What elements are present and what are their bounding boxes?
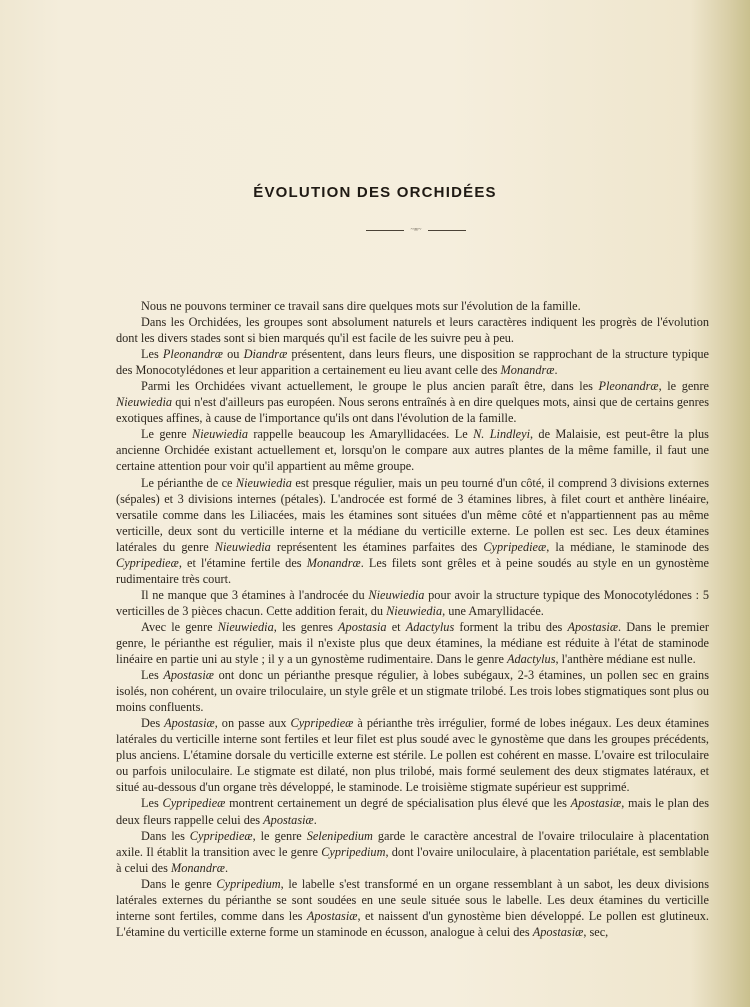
text-run: , dont l'ovaire uniloculaire, à placentation pariétale, est semblable à celui des [116,844,709,875]
text-run: , le genre [252,828,307,843]
paragraph [116,346,709,378]
paragraph [116,619,709,667]
text-run: . [313,812,317,827]
text-run: forment la tribu des [454,619,568,634]
italic-term: Apostasiæ [164,716,215,731]
text-run: ou [223,347,244,362]
italic-term: Nieuwiedia [214,539,271,554]
italic-term: Pleonandræ [162,347,224,362]
italic-term: Cypripedium [216,876,281,891]
text-run: Le genre [141,427,192,442]
text-run: , la médiane, le staminode des [546,539,709,554]
italic-term: Adactylus [405,619,455,634]
text-run: Dans le genre [141,876,217,891]
paragraph [116,298,709,314]
italic-term: Nieuwiedia [368,587,425,602]
text-run: , mais le plan des deux fleurs rappelle celui des [116,796,709,827]
text-run: Parmi les Orchidées vivant actuellement, le groupe le plus ancien paraît être, dans les [141,379,599,394]
italic-term: Cypripedieæ [189,828,253,843]
text-run: . Dans le premier genre, le périanthe est régulier, mais il n'existe plus que deux étamines, la médiane est réduite à l'état de staminode linéaire en partie uni au style ; il y a un gynostème rudimentaire. Dans le genre [116,619,709,667]
italic-term: Nieuwiedia [386,603,443,618]
italic-term: Nieuwiedia [217,619,274,634]
paragraph [116,795,709,827]
text-run: représentent les étamines parfaites des [270,539,484,554]
text-run: , sec, [583,924,609,939]
ornament-line-right [428,230,466,231]
text-run: ont donc un périanthe presque régulier, à lobes subégaux, 2-3 étamines, un pollen sec en grains isolés, non cohérent, un ovaire triloculaire, un style grêle et un stigmate trilobé. Les trois lobes stigmatiques sont plus ou moins confluents. [116,668,709,715]
italic-term: Cypripedium [321,844,386,859]
page-title: ÉVOLUTION DES ORCHIDÉES [253,184,497,201]
italic-term: Nieuwiedia [235,475,292,490]
text-run: . [554,363,558,378]
paragraph [116,587,709,619]
italic-term: Cypripedieæ [483,539,547,554]
text-run: . [224,860,229,875]
italic-term: N. Lindleyi [473,427,530,442]
text-run: présentent, dans leurs fleurs, une disposition se rapprochant de la structure typique des Monocotylédones et leur apparition a certainement eu lieu avant celle des [116,347,709,378]
text-run: et [386,619,406,634]
text-run: Dans les Orchidées, les groupes sont absolument naturels et leurs caractères indiquent les progrès de l'évolution dont les divers stades sont si bien marqués qu'il est facile de les suivre peu à peu. [116,315,709,346]
text-run: , on passe aux [214,716,291,731]
text-run: , l'anthère médiane est nulle. [555,652,696,667]
italic-term: Cypripedieæ [162,796,226,811]
italic-term: Monandræ [306,555,361,570]
text-run: pour avoir la structure typique des Monocotylédones : 5 verticilles de 3 pièces chacun. Cette addition ferait, du [116,587,709,618]
text-run: garde le caractère ancestral de l'ovaire triloculaire à placentation axile. Il établit la transition avec le genre [116,828,709,859]
text-run: , une Amaryllidacée. [442,603,544,618]
italic-term: Nieuwiedia [116,395,173,410]
italic-term: Apostasiæ [163,668,214,683]
text-run: Dans les [141,828,190,843]
italic-term: Monandræ [170,860,225,875]
text-run: Les [141,796,163,811]
paragraph [116,378,709,426]
text-run: est presque régulier, mais un peu tourné d'un côté, il comprend 3 divisions externes (sépales) et 3 divisions internes (pétales). L'androcée est formé de 3 étamines libres, à filet court et anthère linéaire, versatile comme dans les Liliacées, mais les étamines sont situées d'un même côté et n'appartiennent pas au même verticille, deux sont du verticille interne et la médiane du verticille externe. Le pollen est sec. Les deux étamines latérales du genre [116,475,709,554]
body-text [116,298,709,940]
text-run: , de Malaisie, est peut-être la plus ancienne Orchidée existant actuellement et, lorsqu'on le compare aux autres plantes de la même famille, il faut une certaine attention pour voir qu'il appartient au même groupe. [116,427,709,474]
text-run: Il ne manque que 3 étamines à l'androcée du [141,587,369,602]
text-run: Des [141,716,165,731]
italic-term: Cypripedieæ [290,716,354,731]
text-run: Avec le genre [141,619,218,634]
italic-term: Apostasiæ [532,924,584,939]
text-run: qui n'est d'ailleurs pas européen. Nous serons entraînés à en dire quelques mots, ainsi que de certains genres exotiques affines, à cause de l'importance qu'ils ont dans l'évolution de la famille. [116,395,709,426]
paragraph [116,828,709,876]
italic-term: Adactylus [506,652,556,667]
italic-term: Apostasiæ [570,796,622,811]
italic-term: Monandræ [500,363,555,378]
text-run: Les [141,347,163,362]
italic-term: Pleonandræ [598,379,659,394]
paragraph [116,426,709,474]
italic-term: Diandræ [243,347,288,362]
italic-term: Cypripedieæ [116,555,179,570]
paragraph [116,314,709,346]
ornament-line-left [366,230,404,231]
text-run: , le genre [658,379,709,394]
paragraph [116,715,709,795]
italic-term: Selenipedium [306,828,373,843]
text-run: montrent certainement un degré de spécialisation plus élevé que les [225,796,571,811]
italic-term: Nieuwiedia [192,427,249,442]
italic-term: Apostasiæ [263,812,314,827]
text-run: , les genres [273,619,339,634]
text-run: à périanthe très irrégulier, formé de lobes inégaux. Les deux étamines latérales du verticille interne sont fertiles et leur filet est plus soudé avec le gynostème que dans les groupes précédents, plus anciens. L'étamine dorsale du verticille externe est stérile. Le pollen est cohérent en masse. L'ovaire est triloculaire ou parfois uniloculaire. Le stigmate est dilaté, non plus trilobé, mais formé seulement des deux stigmates latéraux, et situé au-dessous d'un organe très développé, le staminode. Le troisième stigmate supérieur est supprimé. [116,716,710,795]
title-ornament [366,229,466,233]
text-run: Le périanthe de ce [141,475,236,490]
paragraph [116,475,709,587]
text-run: Nous ne pouvons terminer ce travail sans dire quelques mots sur l'évolution de la famille. [141,299,581,313]
paragraph [116,667,709,715]
paragraph [116,876,709,940]
italic-term: Apostasiæ [306,908,358,923]
text-run: , et naissent d'un gynostème bien développé. Le pollen est glutineux. L'étamine du verticille externe forme un staminode en écusson, analogue à celui des [116,908,709,939]
italic-term: Apostasiæ [567,619,619,634]
text-run: Les [141,668,164,683]
text-run: rappelle beaucoup les Amaryllidacées. Le [248,427,474,442]
text-run: , le labelle s'est transformé en un organe ressemblant à un sabot, les deux divisions latérales externes du périanthe se sont soudées en une seule située sous le labelle. Les deux étamines du verticille interne sont fertiles, comme dans les [116,876,709,923]
text-run: , et l'étamine fertile des [178,555,307,570]
ornament-flourish: ~∞~ [410,227,422,233]
italic-term: Apostasia [338,619,387,634]
text-run: . Les filets sont grêles et à peine soudés au style en un gynostème rudimentaire très court. [116,555,709,586]
